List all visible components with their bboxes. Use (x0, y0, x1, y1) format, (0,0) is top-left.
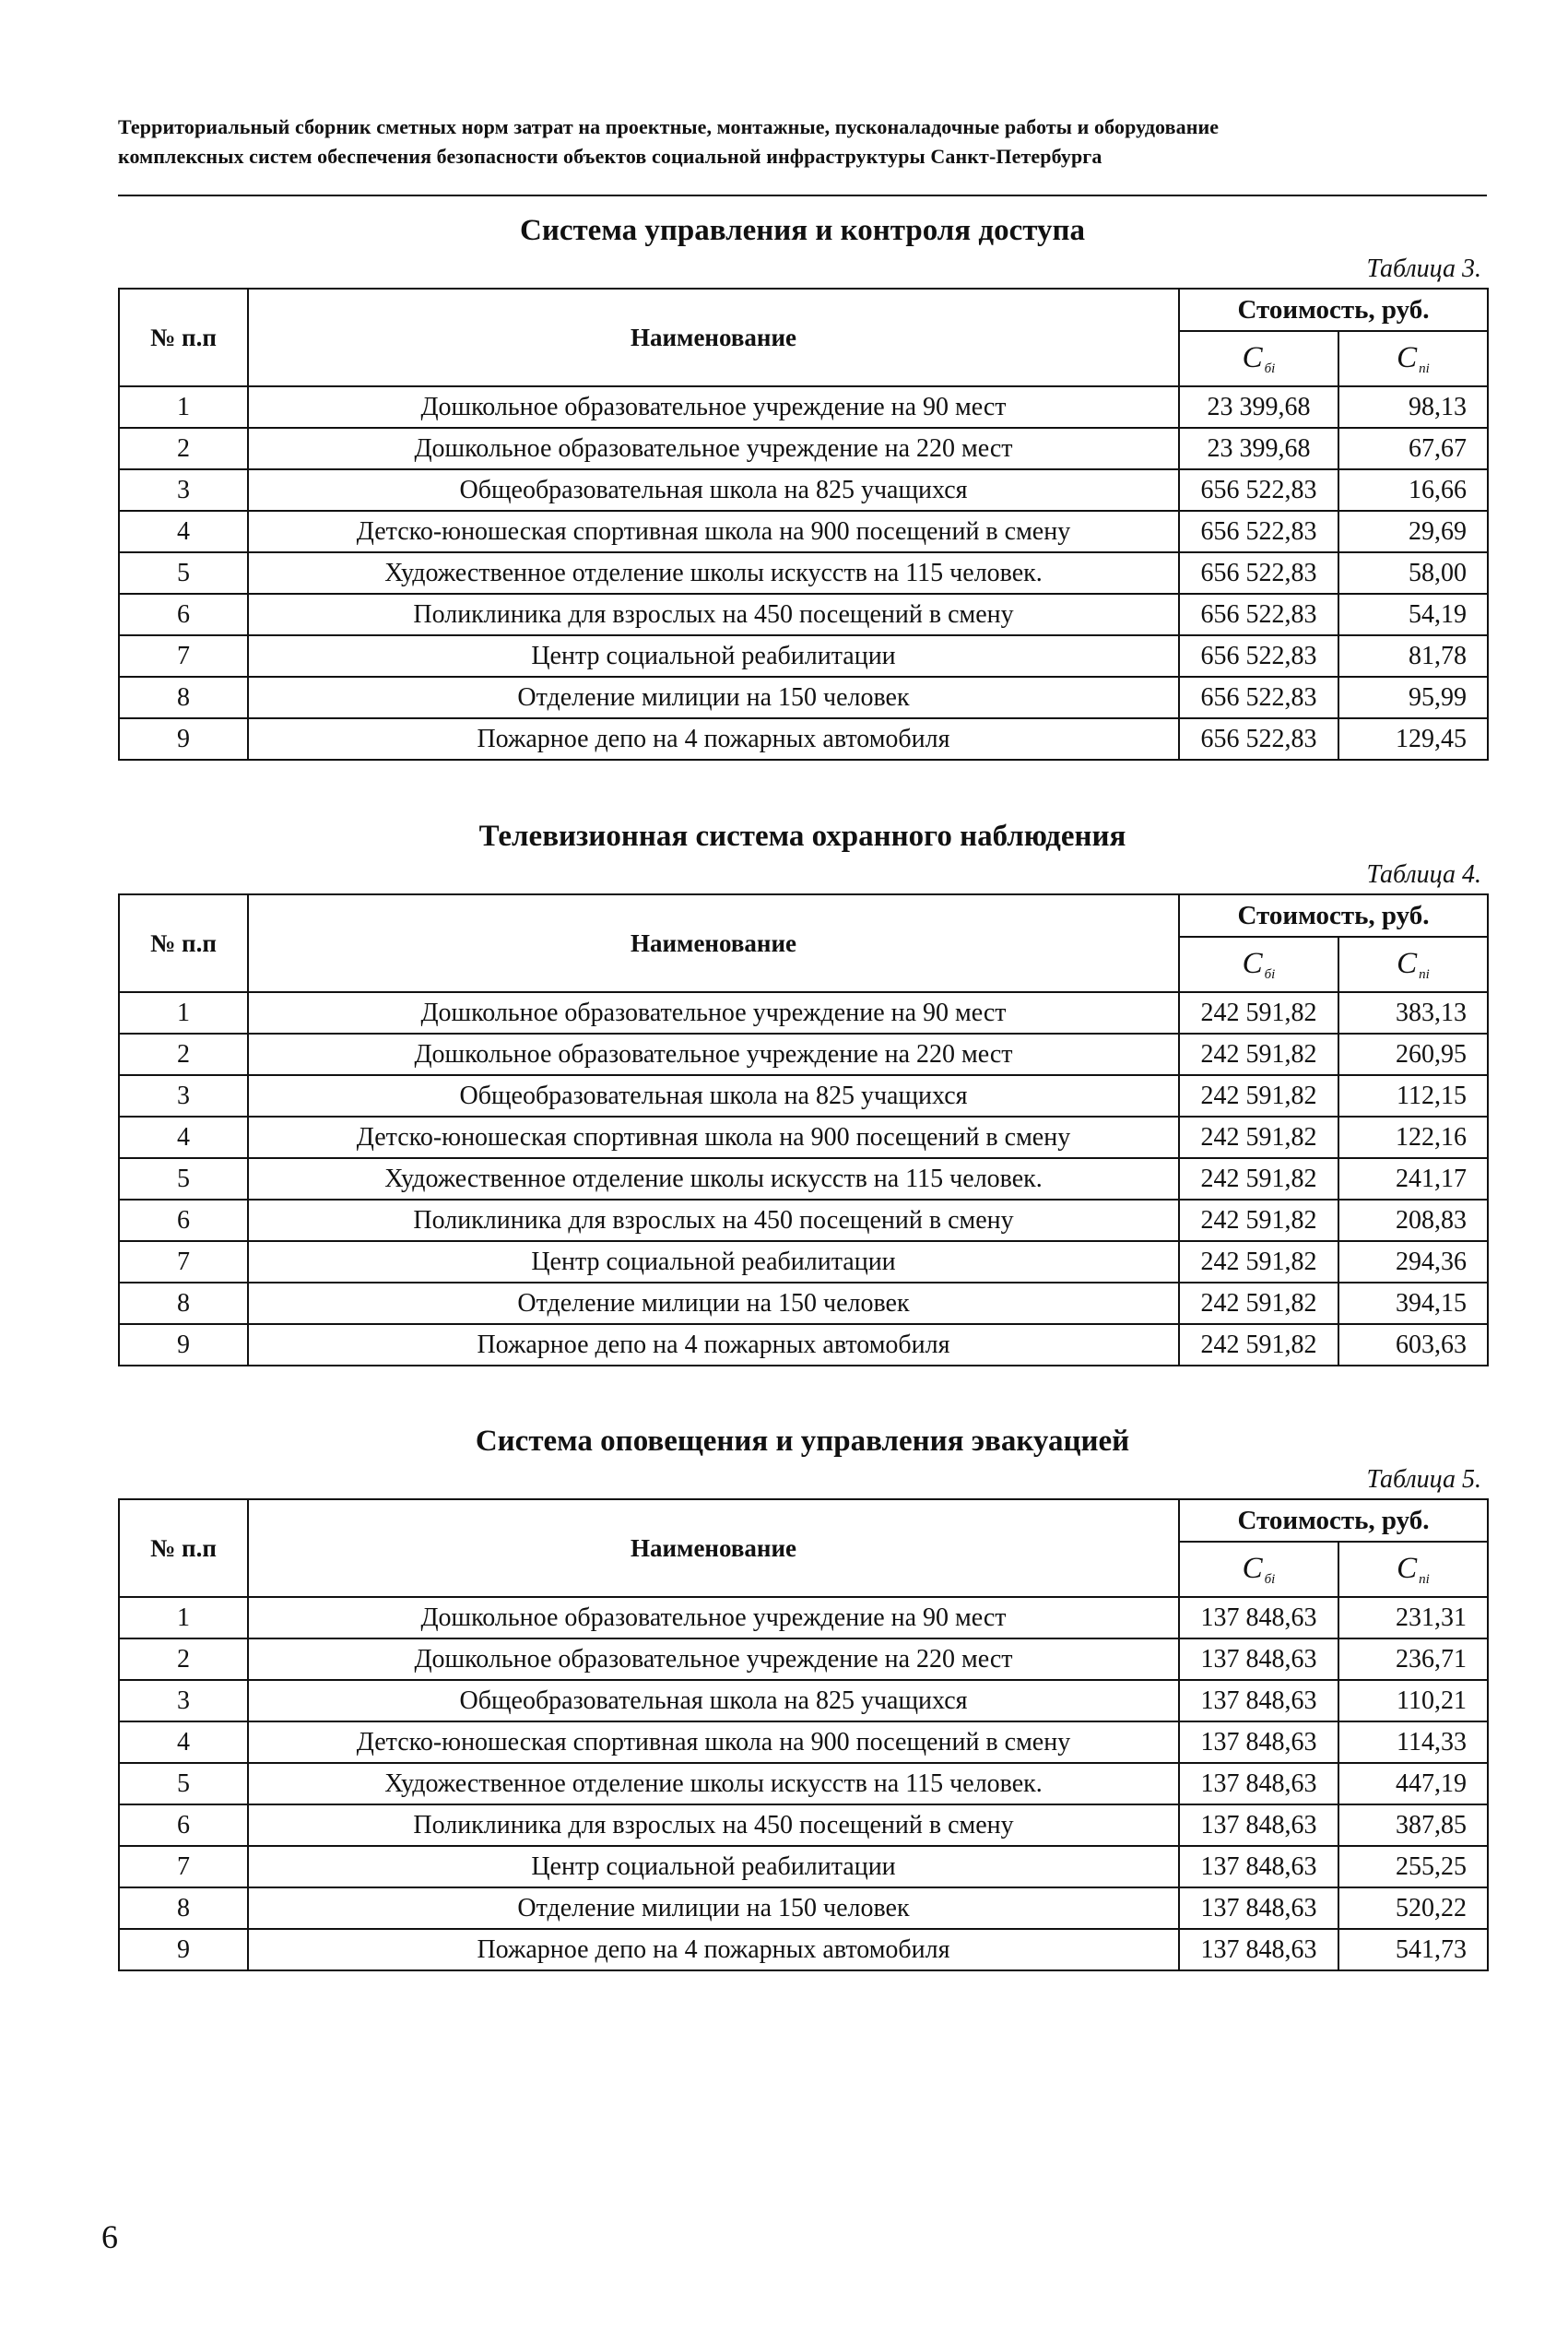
row-base-cost: 242 591,82 (1179, 1200, 1338, 1241)
row-number: 4 (119, 1721, 248, 1763)
row-unit-cost: 122,16 (1338, 1117, 1488, 1158)
table-row (119, 1887, 1488, 1929)
row-name: Поликлиника для взрослых на 450 посещений в смену (248, 1200, 1179, 1241)
row-base-cost: 242 591,82 (1179, 1075, 1338, 1117)
row-name: Пожарное депо на 4 пожарных автомобиля (248, 1324, 1179, 1366)
table-reference: Таблица 5. (1366, 1465, 1481, 1494)
row-unit-cost: 383,13 (1338, 992, 1488, 1034)
row-name: Общеобразовательная школа на 825 учащихся (248, 1680, 1179, 1721)
row-base-cost: 23 399,68 (1179, 386, 1338, 428)
table-row (119, 1804, 1488, 1846)
row-number: 5 (119, 1158, 248, 1200)
row-name: Отделение милиции на 150 человек (248, 677, 1179, 718)
row-base-cost: 656 522,83 (1179, 552, 1338, 594)
row-name: Детско-юношеская спортивная школа на 900 посещений в смену (248, 1721, 1179, 1763)
table-title: Система управления и контроля доступа (519, 214, 1086, 247)
table-row (119, 1241, 1488, 1283)
row-number: 2 (119, 1034, 248, 1075)
header-unit-cost (1338, 1542, 1488, 1597)
table-row (119, 1638, 1488, 1680)
symbol-subscript: бi (1264, 1571, 1276, 1587)
cost-table (118, 893, 1489, 1366)
row-name: Пожарное депо на 4 пожарных автомобиля (248, 718, 1179, 760)
row-base-cost: 137 848,63 (1179, 1929, 1338, 1970)
table-row (119, 635, 1488, 677)
table-row (119, 1034, 1488, 1075)
row-number: 1 (119, 386, 248, 428)
row-base-cost: 242 591,82 (1179, 1283, 1338, 1324)
header-cost: Стоимость, руб. (1179, 1499, 1488, 1542)
header-line-2: комплексных систем обеспечения безопасности объектов социальной инфраструктуры Санкт-Петербурга (118, 145, 1102, 168)
row-base-cost: 242 591,82 (1179, 1034, 1338, 1075)
cost-table (118, 1498, 1489, 1971)
row-unit-cost: 294,36 (1338, 1241, 1488, 1283)
row-unit-cost: 81,78 (1338, 635, 1488, 677)
row-unit-cost: 95,99 (1338, 677, 1488, 718)
header-name: Наименование (248, 1499, 1179, 1597)
table-row (119, 1680, 1488, 1721)
symbol-c: С (1242, 946, 1263, 980)
row-unit-cost: 110,21 (1338, 1680, 1488, 1721)
table-row (119, 1929, 1488, 1970)
row-number: 5 (119, 552, 248, 594)
table-row (119, 1597, 1488, 1638)
row-name: Дошкольное образовательное учреждение на 90 мест (248, 1597, 1179, 1638)
row-base-cost: 656 522,83 (1179, 718, 1338, 760)
table-row (119, 594, 1488, 635)
row-base-cost: 242 591,82 (1179, 1241, 1338, 1283)
symbol-c: С (1242, 340, 1263, 374)
row-number: 7 (119, 1846, 248, 1887)
row-unit-cost: 394,15 (1338, 1283, 1488, 1324)
row-number: 1 (119, 992, 248, 1034)
row-unit-cost: 241,17 (1338, 1158, 1488, 1200)
row-number: 2 (119, 428, 248, 469)
row-base-cost: 242 591,82 (1179, 1324, 1338, 1366)
header-name: Наименование (248, 894, 1179, 992)
row-name: Общеобразовательная школа на 825 учащихся (248, 469, 1179, 511)
row-name: Дошкольное образовательное учреждение на 90 мест (248, 386, 1179, 428)
row-number: 6 (119, 1200, 248, 1241)
row-base-cost: 137 848,63 (1179, 1638, 1338, 1680)
row-base-cost: 137 848,63 (1179, 1804, 1338, 1846)
symbol-c: С (1397, 946, 1418, 980)
header-number: № п.п (119, 289, 248, 386)
row-name: Общеобразовательная школа на 825 учащихся (248, 1075, 1179, 1117)
header-line-1: Территориальный сборник сметных норм затрат на проектные, монтажные, пусконаладочные работы и оборудование (118, 115, 1220, 138)
row-name: Детско-юношеская спортивная школа на 900 посещений в смену (248, 511, 1179, 552)
row-number: 4 (119, 511, 248, 552)
row-unit-cost: 112,15 (1338, 1075, 1488, 1117)
row-base-cost: 656 522,83 (1179, 635, 1338, 677)
table-row (119, 718, 1488, 760)
table-row (119, 1846, 1488, 1887)
table-row (119, 1324, 1488, 1366)
symbol-subscript: бi (1264, 361, 1276, 376)
header-cost: Стоимость, руб. (1179, 894, 1488, 937)
row-number: 6 (119, 594, 248, 635)
row-name: Центр социальной реабилитации (248, 635, 1179, 677)
row-name: Центр социальной реабилитации (248, 1241, 1179, 1283)
row-unit-cost: 255,25 (1338, 1846, 1488, 1887)
row-base-cost: 137 848,63 (1179, 1846, 1338, 1887)
row-name: Детско-юношеская спортивная школа на 900 посещений в смену (248, 1117, 1179, 1158)
row-unit-cost: 129,45 (1338, 718, 1488, 760)
header-number: № п.п (119, 894, 248, 992)
cost-table (118, 288, 1489, 761)
row-unit-cost: 58,00 (1338, 552, 1488, 594)
row-name: Пожарное депо на 4 пожарных автомобиля (248, 1929, 1179, 1970)
section-access-control (118, 210, 1487, 761)
header-divider (118, 195, 1487, 196)
row-name: Дошкольное образовательное учреждение на 220 мест (248, 428, 1179, 469)
row-number: 1 (119, 1597, 248, 1638)
row-number: 5 (119, 1763, 248, 1804)
table-row (119, 1763, 1488, 1804)
row-number: 3 (119, 1680, 248, 1721)
row-unit-cost: 387,85 (1338, 1804, 1488, 1846)
header-name: Наименование (248, 289, 1179, 386)
row-number: 8 (119, 1887, 248, 1929)
header-unit-cost (1338, 331, 1488, 386)
row-base-cost: 242 591,82 (1179, 1117, 1338, 1158)
table-title: Система оповещения и управления эвакуацией (475, 1425, 1130, 1458)
header-base-cost (1179, 331, 1338, 386)
symbol-subscript: пi (1419, 1571, 1430, 1587)
row-unit-cost: 54,19 (1338, 594, 1488, 635)
row-name: Художественное отделение школы искусств на 115 человек. (248, 1158, 1179, 1200)
row-name: Художественное отделение школы искусств на 115 человек. (248, 1763, 1179, 1804)
row-number: 3 (119, 1075, 248, 1117)
symbol-subscript: пi (1419, 361, 1430, 376)
row-name: Дошкольное образовательное учреждение на 220 мест (248, 1034, 1179, 1075)
row-unit-cost: 520,22 (1338, 1887, 1488, 1929)
table-row (119, 552, 1488, 594)
symbol-c: С (1242, 1551, 1263, 1585)
table-row (119, 1283, 1488, 1324)
header-base-cost (1179, 1542, 1338, 1597)
row-name: Отделение милиции на 150 человек (248, 1887, 1179, 1929)
row-unit-cost: 603,63 (1338, 1324, 1488, 1366)
table-title: Телевизионная система охранного наблюдения (478, 820, 1126, 853)
document-header (118, 112, 1482, 172)
row-number: 2 (119, 1638, 248, 1680)
row-unit-cost: 114,33 (1338, 1721, 1488, 1763)
table-row (119, 386, 1488, 428)
row-base-cost: 242 591,82 (1179, 1158, 1338, 1200)
row-unit-cost: 236,71 (1338, 1638, 1488, 1680)
row-unit-cost: 208,83 (1338, 1200, 1488, 1241)
row-base-cost: 23 399,68 (1179, 428, 1338, 469)
row-unit-cost: 98,13 (1338, 386, 1488, 428)
row-base-cost: 137 848,63 (1179, 1721, 1338, 1763)
row-base-cost: 656 522,83 (1179, 469, 1338, 511)
row-unit-cost: 541,73 (1338, 1929, 1488, 1970)
header-unit-cost (1338, 937, 1488, 992)
row-unit-cost: 29,69 (1338, 511, 1488, 552)
row-number: 9 (119, 718, 248, 760)
row-number: 9 (119, 1324, 248, 1366)
table-reference: Таблица 4. (1366, 860, 1481, 889)
table-row (119, 469, 1488, 511)
row-unit-cost: 447,19 (1338, 1763, 1488, 1804)
header-number: № п.п (119, 1499, 248, 1597)
row-unit-cost: 16,66 (1338, 469, 1488, 511)
row-unit-cost: 231,31 (1338, 1597, 1488, 1638)
table-row (119, 428, 1488, 469)
symbol-c: С (1397, 340, 1418, 374)
row-number: 7 (119, 1241, 248, 1283)
row-unit-cost: 260,95 (1338, 1034, 1488, 1075)
row-name: Дошкольное образовательное учреждение на 90 мест (248, 992, 1179, 1034)
table-row (119, 992, 1488, 1034)
table-reference: Таблица 3. (1366, 254, 1481, 283)
table-row (119, 1200, 1488, 1241)
header-cost: Стоимость, руб. (1179, 289, 1488, 331)
row-number: 7 (119, 635, 248, 677)
row-base-cost: 242 591,82 (1179, 992, 1338, 1034)
row-base-cost: 656 522,83 (1179, 677, 1338, 718)
row-base-cost: 137 848,63 (1179, 1763, 1338, 1804)
row-number: 9 (119, 1929, 248, 1970)
row-base-cost: 137 848,63 (1179, 1597, 1338, 1638)
table-row (119, 677, 1488, 718)
table-row (119, 511, 1488, 552)
symbol-subscript: пi (1419, 966, 1430, 982)
row-base-cost: 137 848,63 (1179, 1887, 1338, 1929)
row-name: Дошкольное образовательное учреждение на 220 мест (248, 1638, 1179, 1680)
section-video-surveillance (118, 816, 1487, 1366)
page-number: 6 (101, 2218, 118, 2255)
row-name: Художественное отделение школы искусств на 115 человек. (248, 552, 1179, 594)
row-unit-cost: 67,67 (1338, 428, 1488, 469)
row-base-cost: 656 522,83 (1179, 511, 1338, 552)
section-evacuation-notification (118, 1421, 1487, 1971)
symbol-c: С (1397, 1551, 1418, 1585)
row-name: Отделение милиции на 150 человек (248, 1283, 1179, 1324)
table-row (119, 1158, 1488, 1200)
table-row (119, 1117, 1488, 1158)
row-base-cost: 656 522,83 (1179, 594, 1338, 635)
symbol-subscript: бi (1264, 966, 1276, 982)
row-number: 3 (119, 469, 248, 511)
row-number: 8 (119, 1283, 248, 1324)
row-name: Центр социальной реабилитации (248, 1846, 1179, 1887)
row-number: 6 (119, 1804, 248, 1846)
table-row (119, 1075, 1488, 1117)
row-name: Поликлиника для взрослых на 450 посещений в смену (248, 594, 1179, 635)
row-number: 4 (119, 1117, 248, 1158)
row-name: Поликлиника для взрослых на 450 посещений в смену (248, 1804, 1179, 1846)
table-row (119, 1721, 1488, 1763)
row-base-cost: 137 848,63 (1179, 1680, 1338, 1721)
row-number: 8 (119, 677, 248, 718)
header-base-cost (1179, 937, 1338, 992)
